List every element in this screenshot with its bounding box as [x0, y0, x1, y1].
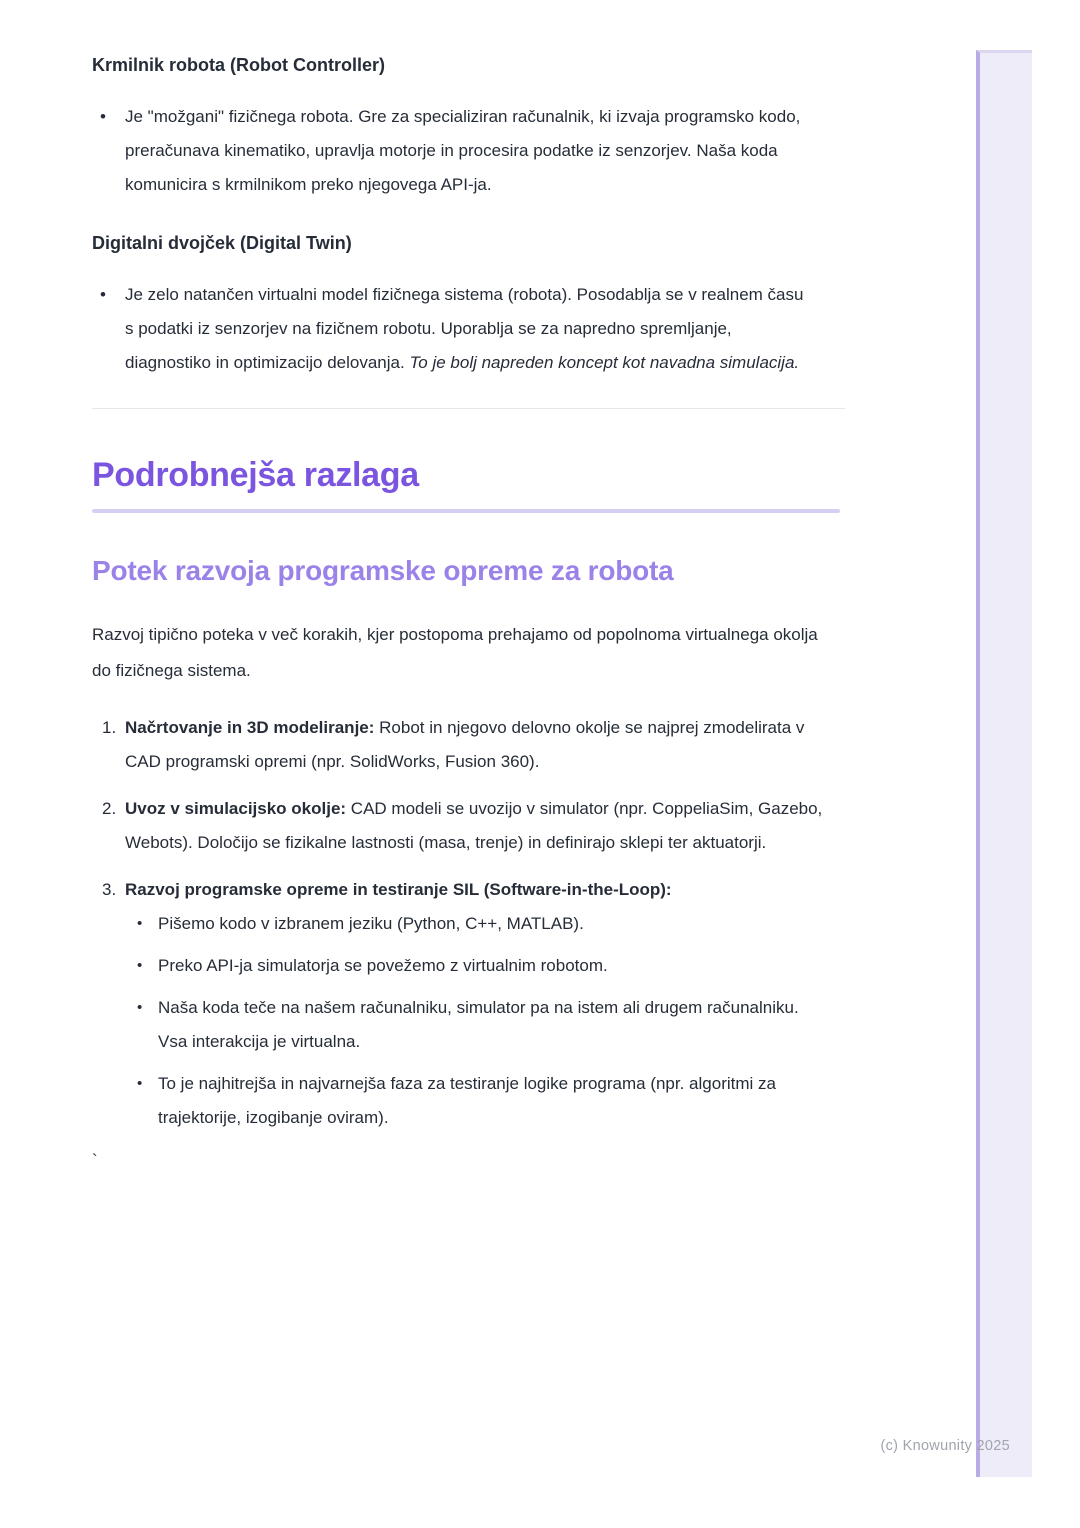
list-item: [125, 1067, 817, 1135]
stray-backtick-char: `: [92, 1151, 98, 1170]
list-item-text: To je najhitrejša in najvarnejša faza za testiranje logike programa (npr. algoritmi za trajektorije, izogibanje oviram).: [158, 1074, 776, 1127]
list-item-text-italic: To je bolj napreden koncept kot navadna simulacija.: [409, 353, 800, 372]
digital-twin-list: [92, 278, 845, 380]
development-steps-list: [92, 711, 845, 1135]
list-item: [92, 278, 815, 380]
bullet-marker: •: [137, 957, 143, 974]
step-number: 1.: [102, 718, 117, 737]
step-number: 2.: [102, 799, 117, 818]
list-item-text: Naša koda teče na našem računalniku, simulator pa na istem ali drugem računalniku. Vsa interakcija je virtualna.: [158, 998, 799, 1051]
bullet-marker: •: [137, 999, 143, 1016]
list-item: [92, 100, 815, 202]
step-title: Razvoj programske opreme in testiranje SIL (Software-in-the-Loop):: [125, 880, 672, 899]
bullet-marker: •: [137, 1075, 143, 1092]
list-item-text: Pišemo kodo v izbranem jeziku (Python, C++, MATLAB).: [158, 914, 584, 933]
intro-paragraph: Razvoj tipično poteka v več korakih, kjer postopoma prehajamo od popolnoma virtualnega okolja do fizičnega sistema.: [92, 625, 818, 680]
list-item-text: Preko API-ja simulatorja se povežemo z virtualnim robotom.: [158, 956, 608, 975]
robot-controller-list: [92, 100, 845, 202]
step-item-1: [92, 711, 825, 779]
bullet-marker: •: [137, 915, 143, 932]
copyright-footer: (c) Knowunity 2025: [880, 1438, 1010, 1454]
subsection-heading-development-flow: Potek razvoja programske opreme za robota: [92, 555, 674, 586]
list-item: [125, 991, 817, 1059]
list-item: [125, 907, 817, 941]
list-item: [125, 949, 817, 983]
step-text: Robot in njegovo delovno okolje se najprej zmodelirata v CAD programski opremi (npr. SolidWorks, Fusion 360).: [125, 718, 805, 771]
section-heading-digital-twin: Digitalni dvojček (Digital Twin): [92, 233, 352, 253]
page-title: Podrobnejša razlaga: [92, 456, 419, 494]
bullet-marker: •: [100, 107, 106, 126]
step-title: Načrtovanje in 3D modeliranje:: [125, 718, 375, 737]
page-title-underline: [92, 509, 840, 513]
step-title: Uvoz v simulacijsko okolje:: [125, 799, 347, 818]
step-item-3: [92, 873, 825, 1135]
right-margin-strip: [976, 50, 1032, 1477]
section-divider: [92, 408, 845, 409]
bullet-marker: •: [100, 285, 106, 304]
list-item-text: Je zelo natančen virtualni model fizičnega sistema (robota). Posodablja se v realnem času s podatki iz senzorjev na fizičnem robotu. Uporablja se za napredno spremljanje, diagnostiko in optimizacijo delovanja.: [125, 285, 804, 372]
step-number: 3.: [102, 880, 117, 899]
step-item-2: [92, 792, 825, 860]
sil-subbullet-list: [125, 907, 825, 1135]
step-text: CAD modeli se uvozijo v simulator (npr. CoppeliaSim, Gazebo, Webots). Določijo se fizikalne lastnosti (masa, trenje) in definirajo sklepi ter aktuatorji.: [125, 799, 823, 852]
section-heading-robot-controller: Krmilnik robota (Robot Controller): [92, 55, 385, 75]
list-item-text: Je "možgani" fizičnega robota. Gre za specializiran računalnik, ki izvaja programsko kodo, preračunava kinematiko, upravlja motorje in procesira podatke iz senzorjev. Naša koda komunicira s krmilnikom preko njegovega API-ja.: [125, 107, 801, 194]
